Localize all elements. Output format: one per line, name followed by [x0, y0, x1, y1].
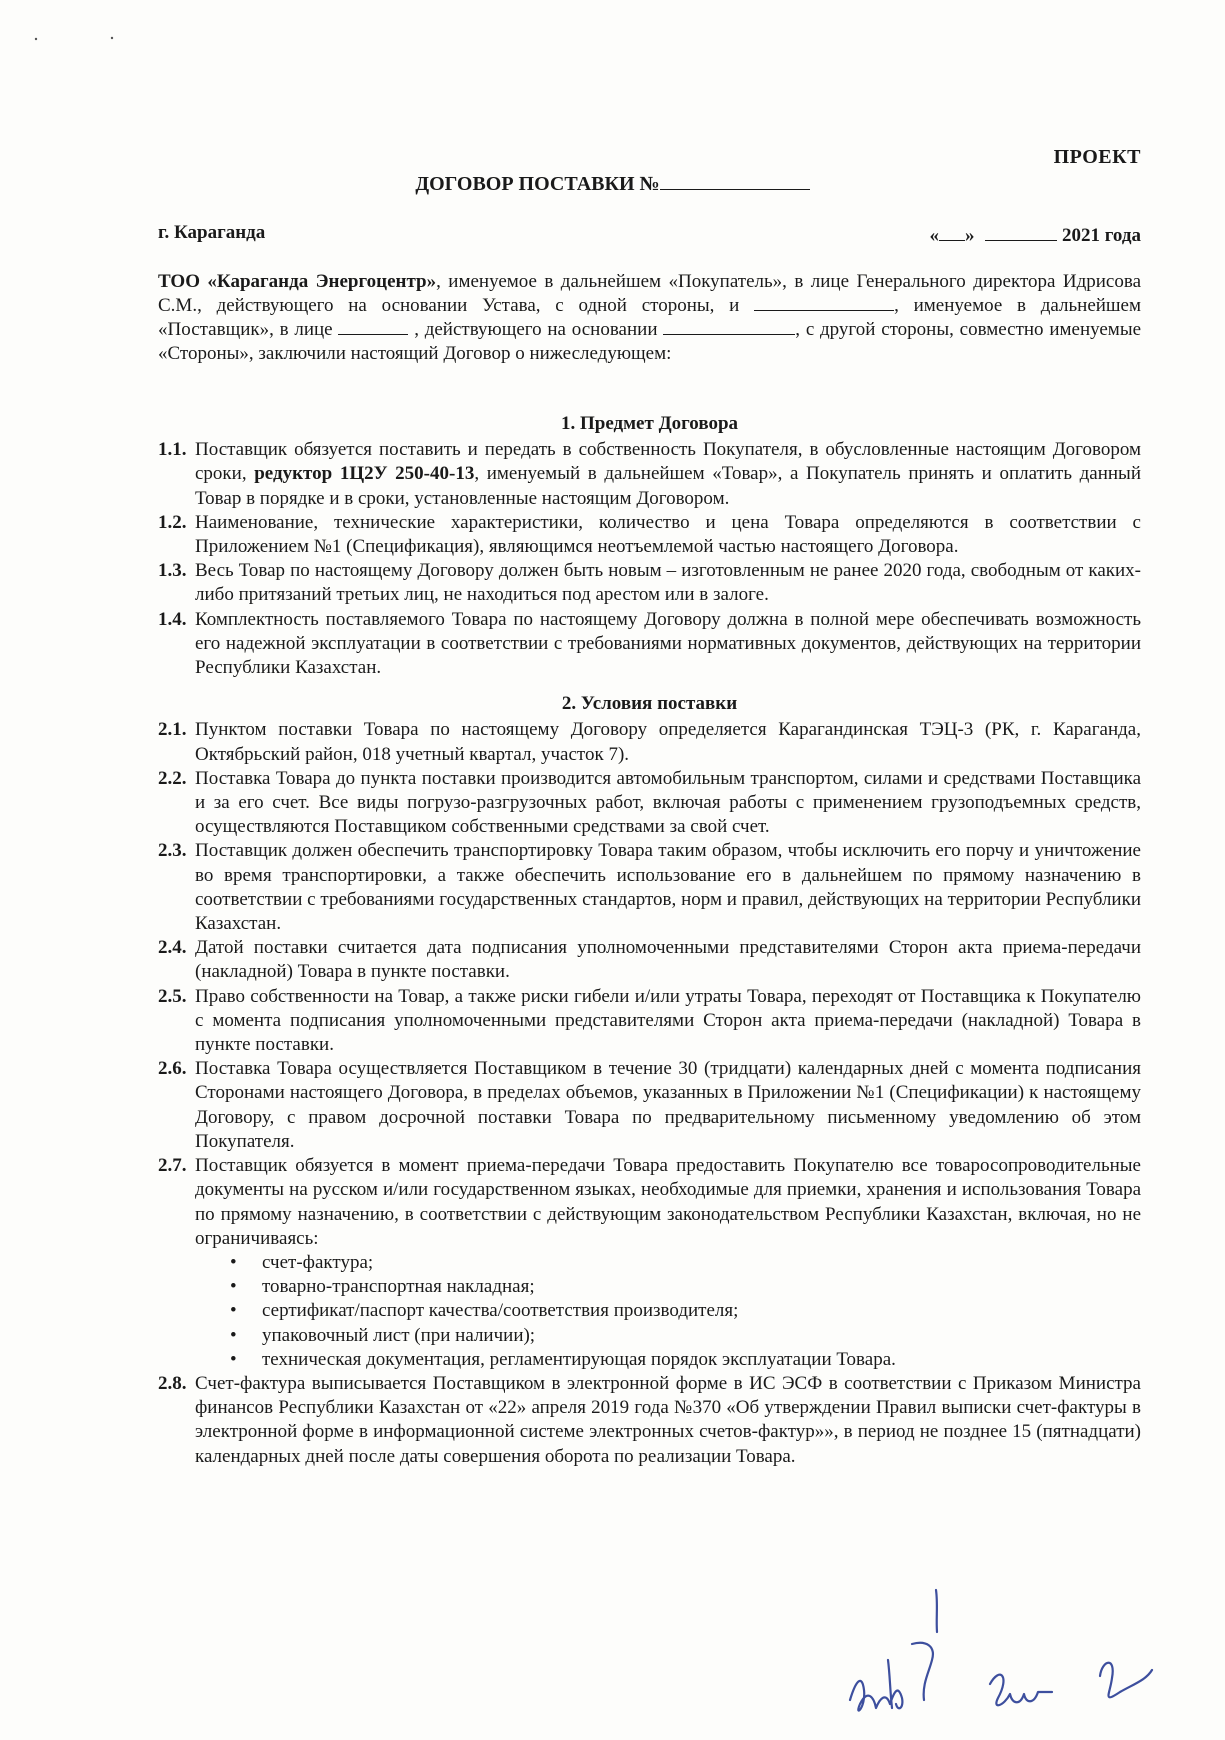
clause-number: 2.7.: [158, 1155, 187, 1177]
contract-title-text: ДОГОВОР ПОСТАВКИ №: [415, 173, 660, 195]
handwritten-signature: [840, 1580, 1170, 1730]
list-item: • счет-фактура;: [230, 1251, 1141, 1275]
clause-text: Весь Товар по настоящему Договору должен быть новым – изготовленным не ранее 2020 года, свободным от каких-либо притязаний третьих лиц, не находиться под арестом или в залоге.: [195, 560, 1141, 606]
preamble-comma-1: ,: [894, 295, 899, 316]
clause-text: Право собственности на Товар, а также риски гибели и/или утраты Товара, переходят от Поставщика к Покупателю с момента подписания уполномоченными представителями Сторон акта приема-передачи (накладной) Товара в пункте поставки.: [195, 985, 1141, 1056]
clause-number: 2.4.: [158, 937, 187, 959]
clause-text: Комплектность поставляемого Товара по настоящему Договору должна в полной мере обеспечивать возможность его надежной эксплуатации в соответствии с требованиями нормативных документов, действующих на территории Республики Казахстан.: [195, 608, 1141, 679]
section1-heading: 1. Предмет Договора: [560, 413, 739, 434]
contract-date: [930, 224, 1141, 247]
date-quote-open: «: [929, 225, 940, 246]
scan-specks: [30, 34, 130, 44]
clause-number: 2.3.: [158, 840, 187, 862]
list-item: • сертификат/паспорт качества/соответствия производителя;: [230, 1299, 1141, 1323]
clause-number: 1.4.: [158, 608, 187, 630]
clause-text: , именуемый в дальнейшем «Товар», а Покупатель принять и оплатить данный Товар в порядке и в сроки, установленные настоящим Договором.: [195, 463, 1141, 509]
clause-text: Поставщик обязуется поставить и передать в собственность Покупателя, в обусловленные настоящим Договором сроки,: [195, 439, 1141, 485]
product-name: редуктор 1Ц2У 250-40-13: [254, 463, 475, 485]
clause-text: Счет-фактура выписывается Поставщиком в электронной форме в ИС ЭСФ в соответствии с Приказом Министра финансов Республики Казахстан от «22» апреля 2019 года №370 «Об утверждении Правил выписки счет-фактуры в электронной форме в информационной системе электронных счетов-фактур»», в период не позднее 15 (пятнадцати) календарных дней после даты совершения оборота по реализации Товара.: [195, 1372, 1141, 1467]
supplier-basis-blank: [663, 318, 795, 335]
clause-text: Датой поставки считается дата подписания уполномоченными представителями Сторон акта приема-передачи (накладной) Товара в пункте поставки.: [195, 937, 1141, 983]
contract-title: [0, 171, 1225, 196]
preamble-line2a: именуемое в дальнейшем «Поставщик», в лице: [158, 295, 1142, 340]
clause-number: 2.2.: [158, 767, 187, 789]
clause-1-4: [158, 608, 1141, 681]
list-item: • техническая документация, регламентирующая порядок эксплуатации Товара.: [230, 1348, 1141, 1372]
buyer-org-name: ТОО «Караганда Энергоцентр»: [158, 271, 437, 292]
date-year: 2021 года: [1062, 225, 1141, 246]
clause-1-3: [158, 559, 1141, 607]
clause-1-1: [158, 438, 1141, 511]
clause-number: 1.1.: [158, 439, 187, 461]
preamble: [158, 270, 1141, 366]
section2-heading: 2. Условия поставки: [561, 693, 738, 715]
month-blank: [985, 224, 1057, 241]
clause-2-7: [158, 1154, 1141, 1251]
clause-text: Пунктом поставки Товара по настоящему Договору определяется Карагандинская ТЭЦ-3 (РК, г. Караганда, Октябрьский район, 018 учетный квартал, участок 7).: [195, 719, 1141, 765]
clause-2-5: [158, 985, 1141, 1058]
clause-number: 2.5.: [158, 985, 187, 1007]
clause-text: Наименование, технические характеристики, количество и цена Товара определяются в соответствии с Приложением №1 (Спецификация), являющимся неотъемлемой частью настоящего Договора.: [195, 511, 1141, 558]
contract-city: г. Караганда: [158, 222, 266, 243]
clause-text: Поставка Товара до пункта поставки производится автомобильным транспортом, силами и средствами Поставщика и за его счет. Все виды погрузо-разгрузочных работ, включая работы с применением грузоподъемных средств, осуществляются Поставщиком собственными средствами за свой счет.: [195, 767, 1141, 838]
day-blank: [939, 224, 965, 241]
clause-2-1: [158, 718, 1141, 766]
date-quote-close: »: [965, 225, 975, 246]
clause-number: 1.2.: [158, 511, 187, 533]
draft-mark: ПРОЕКТ: [1053, 146, 1141, 168]
list-item: • упаковочный лист (при наличии);: [230, 1324, 1141, 1348]
clause-text: Поставщик обязуется в момент приема-передачи Товара предоставить Покупателю все товаросопроводительные документы на русском и/или государственном языках, необходимые для приемки, хранения и использования Товара по прямому назначению, в соответствии с действующим законодательством Республики Казахстан, включая, но не ограничиваясь:: [195, 1155, 1141, 1249]
preamble-line2b: , действующего на основании: [414, 319, 658, 340]
clause-number: 2.1.: [158, 719, 187, 741]
clause-2-4: [158, 936, 1141, 984]
clause-number: 1.3.: [158, 560, 187, 582]
clause-1-2: [158, 511, 1141, 559]
preamble-line1: , именуемое в дальнейшем «Покупатель», в лице Генерального директора Идрисова С.М., действующего на основании Устава, с одной стороны, и: [158, 271, 1142, 316]
clause-number: 2.6.: [158, 1058, 187, 1080]
clause-2-2: [158, 767, 1141, 840]
supplier-name-blank: [754, 294, 894, 311]
clause-2-3: [158, 839, 1141, 936]
list-item: • товарно-транспортная накладная;: [230, 1275, 1141, 1299]
supplier-rep-blank: [338, 318, 408, 335]
preamble-line3: с другой стороны, совместно именуемые «Стороны», заключили настоящий Договор о нижеследующем:: [158, 319, 1142, 364]
clause-2-8: [158, 1372, 1141, 1469]
documents-list: [158, 1251, 1141, 1372]
clause-text: Поставка Товара осуществляется Поставщиком в течение 30 (тридцати) календарных дней с момента подписания Сторонами настоящего Договора, в пределах объемов, указанных в Приложении №1 (Спецификации) к настоящему Договору, с правом досрочной поставки Товара по предварительному письменному уведомлению об этом Покупателя.: [195, 1058, 1141, 1152]
contract-number-blank: [660, 171, 810, 190]
contract-body: [158, 412, 1141, 1469]
preamble-comma-2: ,: [795, 319, 801, 340]
clause-text: Поставщик должен обеспечить транспортировку Товара таким образом, чтобы исключить его порчу и уничтожение во время транспортировки, а также обеспечить использование его в дальнейшем по прямому назначению в соответствии с требованиями государственных стандартов, норм и правил, действующих на территории Республики Казахстан.: [195, 840, 1141, 935]
clause-number: 2.8.: [158, 1372, 187, 1394]
clause-2-6: [158, 1057, 1141, 1154]
